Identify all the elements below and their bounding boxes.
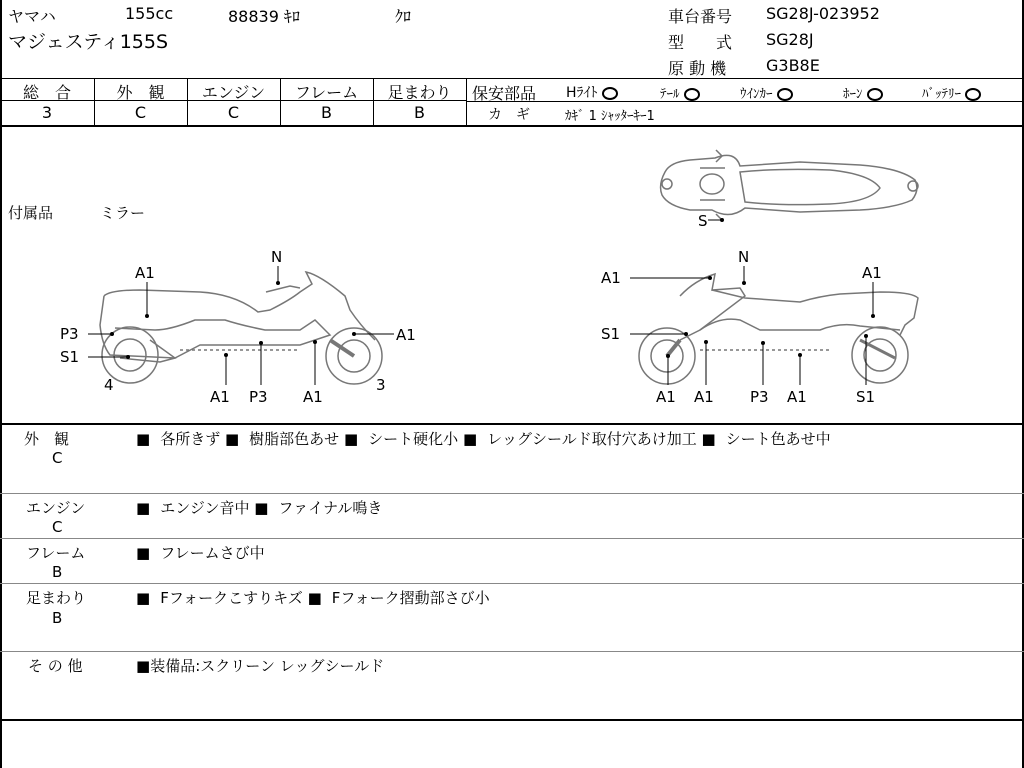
- suspension-score: B: [414, 103, 425, 122]
- diagram-label-left-p3-side: P3: [249, 388, 268, 406]
- accessories-value: ミラー: [100, 204, 146, 222]
- damage-diagram: [0, 127, 1024, 423]
- frame-score: B: [321, 103, 332, 122]
- detail-category: フレーム: [26, 544, 86, 562]
- detail-category: そ の 他: [28, 657, 83, 675]
- diagram-label-right-p3: P3: [750, 388, 769, 406]
- scooter-top-view: [661, 150, 918, 220]
- diagram-label-right-a1-seat: A1: [862, 264, 882, 282]
- key-label: カ ギ: [488, 107, 530, 123]
- diagram-label-right-s1-rear: S1: [856, 388, 876, 406]
- displacement: 155cc: [125, 4, 174, 23]
- ok-mark-icon: [602, 87, 618, 100]
- suspension-score-label: 足まわり: [387, 83, 452, 102]
- scooter-left-view: [100, 272, 382, 384]
- engine-label: 原 動 機: [668, 59, 727, 78]
- frame-no-label: 車台番号: [668, 7, 733, 26]
- detail-items: ■ フレームさび中: [136, 542, 265, 563]
- engine-value: G3B8E: [766, 56, 820, 75]
- diagram-label-right-a1-screen: A1: [601, 269, 621, 287]
- diagram-label-top-s: S: [698, 212, 708, 230]
- overall-score: 3: [41, 103, 53, 122]
- diagram-label-right-n: N: [738, 248, 750, 266]
- type-label: 型 式: [668, 33, 733, 52]
- safety-item-battery: ﾊﾞｯﾃﾘｰ: [922, 83, 981, 102]
- diagram-label-left-a1-floor: A1: [210, 388, 230, 406]
- color: ｸﾛ: [395, 7, 412, 26]
- diagram-label-right-a1-floor: A1: [787, 388, 807, 406]
- detail-items: ■装備品:スクリーン レッグシールド: [136, 657, 385, 675]
- detail-grade: B: [52, 609, 63, 627]
- detail-grade: C: [52, 449, 63, 467]
- scooter-right-view: [639, 274, 918, 384]
- safety-item-horn: ﾎｰﾝ: [843, 83, 883, 102]
- safety-label: 保安部品: [472, 84, 537, 103]
- key-value: ｶｷﾞ 1 ｼｬｯﾀｰｷｰ1: [565, 109, 655, 124]
- detail-items: ■ 各所きず ■ 樹脂部色あせ ■ シート硬化小 ■ レッグシールド取付穴あけ加工 ■ シート色あせ中: [136, 428, 831, 449]
- overall-label: 総 合: [22, 83, 71, 102]
- ok-mark-icon: [777, 88, 793, 101]
- diagram-label-left-3: 3: [376, 376, 386, 394]
- diagram-label-right-a1-leg: A1: [694, 388, 714, 406]
- diagram-label-right-s1-front: S1: [601, 325, 621, 343]
- diagram-label-left-s1: S1: [60, 348, 80, 366]
- diagram-label-left-a1-front: A1: [303, 388, 323, 406]
- diagram-label-left-4: 4: [104, 376, 114, 394]
- engine-score-label: エンジン: [201, 83, 266, 102]
- exterior-label: 外 観: [116, 83, 165, 102]
- detail-items: ■ エンジン音中 ■ ファイナル鳴き: [136, 497, 382, 518]
- ok-mark-icon: [867, 88, 883, 101]
- model-name: マジェスティ155S: [8, 31, 169, 53]
- detail-category: エンジン: [26, 499, 86, 517]
- safety-item-tail: ﾃｰﾙ: [660, 83, 700, 102]
- diagram-label-left-n: N: [271, 248, 283, 266]
- detail-grade: C: [52, 518, 63, 536]
- engine-score: C: [227, 103, 240, 122]
- frame-no: SG28J-023952: [766, 4, 880, 23]
- detail-category: 外 観: [24, 430, 70, 448]
- detail-category: 足まわり: [26, 589, 87, 607]
- detail-items: ■ Fフォークこすりキズ ■ Fフォーク摺動部さび小: [136, 587, 490, 608]
- frame-score-label: フレーム: [294, 83, 359, 102]
- accessories-label: 付属品: [8, 204, 54, 222]
- safety-item-winker: ｳｲﾝｶｰ: [740, 83, 793, 102]
- diagram-label-right-a1-wheel: A1: [656, 388, 676, 406]
- ok-mark-icon: [684, 88, 700, 101]
- detail-grade: B: [52, 563, 63, 581]
- safety-item-headlight: Hﾗｲﾄ: [566, 82, 618, 102]
- exterior-score: C: [134, 103, 147, 122]
- ok-mark-icon: [965, 88, 981, 101]
- diagram-label-left-a1-seat: A1: [135, 264, 155, 282]
- diagram-label-left-p3: P3: [60, 325, 79, 343]
- mileage: 88839 ｷﾛ: [228, 7, 300, 26]
- maker: ヤマハ: [8, 7, 56, 26]
- type-value: SG28J: [766, 30, 814, 49]
- diagram-label-left-a1-fender: A1: [396, 326, 416, 344]
